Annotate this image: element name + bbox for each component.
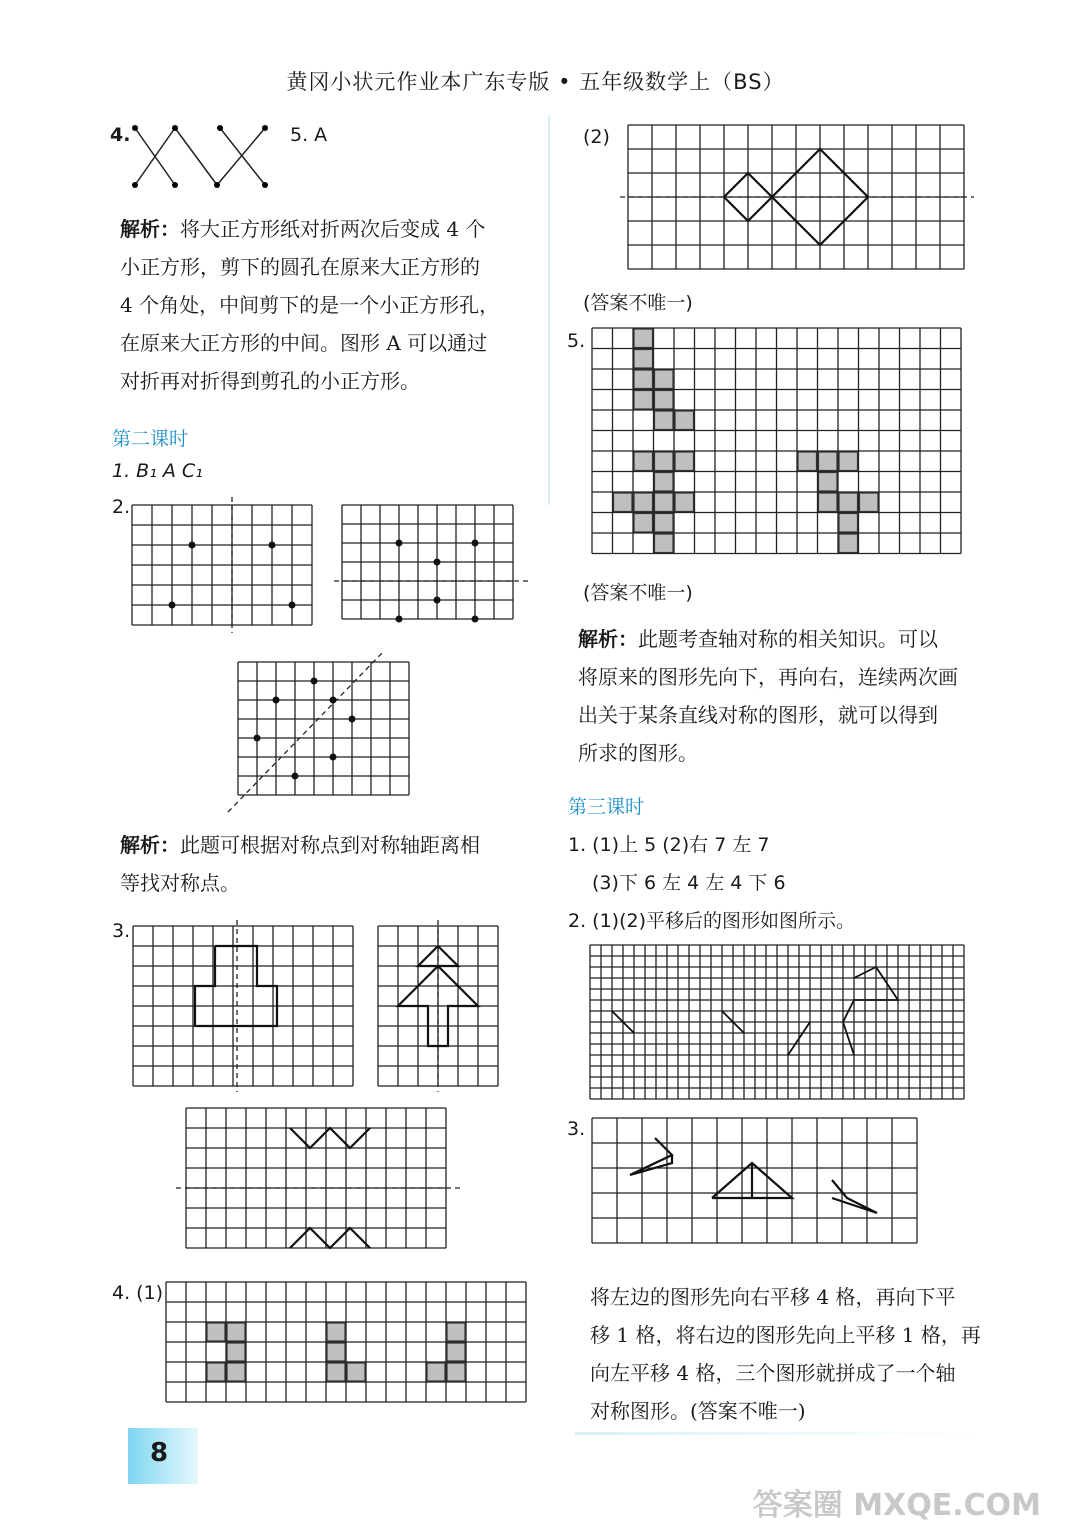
explanation-line: 向左平移 4 格，三个图形就拼成了一个轴 bbox=[590, 1361, 956, 1385]
grid-figure-q2-a bbox=[132, 505, 312, 640]
grid-figure-right-q5 bbox=[592, 328, 964, 548]
analysis-2 bbox=[120, 826, 540, 902]
analysis-3-line: 将原来的图形先向下，再向右，连续两次画 bbox=[578, 665, 958, 689]
grid-figure-q4 bbox=[166, 1282, 524, 1412]
lesson-3-title: 第三课时 bbox=[568, 796, 645, 818]
question-4-label: 4. bbox=[110, 124, 131, 146]
grid-figure-q3-c bbox=[186, 1108, 450, 1248]
question-5-answer: 5. A bbox=[290, 124, 328, 146]
grid-figure-lesson3-q3 bbox=[592, 1118, 914, 1260]
right-q2-label: (2) bbox=[583, 126, 610, 148]
grid-figure-right-q2 bbox=[628, 125, 965, 270]
analysis-2-label: 解析： bbox=[120, 833, 180, 857]
analysis-2-line: 等找对称点。 bbox=[120, 871, 240, 895]
analysis-1-line: 对折再对折得到剪孔的小正方形。 bbox=[120, 369, 420, 393]
matching-lines-figure bbox=[125, 120, 275, 195]
analysis-3 bbox=[578, 620, 988, 772]
lesson-2-title: 第二课时 bbox=[112, 428, 189, 450]
lesson-3-q1-line-a: 1. (1)上 5 (2)右 7 左 7 bbox=[568, 834, 770, 856]
answer-not-unique-1: (答案不唯一) bbox=[583, 292, 693, 314]
grid-figure-q3-a bbox=[133, 926, 345, 1086]
analysis-3-line: 所求的图形。 bbox=[578, 741, 698, 765]
answer-not-unique-2: (答案不唯一) bbox=[583, 582, 693, 604]
footer-rule bbox=[575, 1432, 985, 1435]
analysis-3-line: 出关于某条直线对称的图形，就可以得到 bbox=[578, 703, 938, 727]
analysis-1-line: 在原来大正方形的中间。图形 A 可以通过 bbox=[120, 331, 488, 355]
explanation-line: 将左边的图形先向右平移 4 格，再向下平 bbox=[590, 1285, 956, 1309]
grid-figure-lesson3-q2 bbox=[590, 945, 966, 1095]
watermark: 答案圈 MXQE.COM bbox=[752, 1488, 1041, 1523]
right-q5-label: 5. bbox=[567, 330, 586, 352]
analysis-1-line: 小正方形，剪下的圆孔在原来大正方形的 bbox=[120, 255, 480, 279]
lesson-3-q1-line-b: (3)下 6 左 4 左 4 下 6 bbox=[592, 872, 786, 894]
analysis-1-label: 解析： bbox=[120, 217, 180, 241]
column-divider bbox=[548, 115, 550, 505]
page-number: 8 bbox=[128, 1428, 198, 1484]
lesson-2-q2-label: 2. bbox=[112, 496, 131, 518]
lesson-2-q1: 1. B₁ A C₁ bbox=[112, 460, 203, 482]
analysis-2-line: 此题可根据对称点到对称轴距离相 bbox=[180, 833, 480, 857]
explanation-line: 对称图形。(答案不唯一) bbox=[590, 1399, 806, 1423]
lesson-3-explanation bbox=[590, 1278, 990, 1430]
grid-figure-q2-c bbox=[238, 662, 410, 802]
page-header: 黄冈小状元作业本广东专版 • 五年级数学上（BS） bbox=[286, 70, 785, 94]
lesson-3-q2: 2. (1)(2)平移后的图形如图所示。 bbox=[568, 910, 855, 932]
lesson-3-q3-label: 3. bbox=[567, 1118, 586, 1140]
analysis-3-label: 解析： bbox=[578, 627, 638, 651]
analysis-3-line: 此题考查轴对称的相关知识。可以 bbox=[638, 627, 938, 651]
explanation-line: 移 1 格，将右边的图形先向上平移 1 格，再 bbox=[590, 1323, 981, 1347]
lesson-2-q4-label: 4. (1) bbox=[112, 1282, 164, 1304]
grid-figure-q2-b bbox=[342, 505, 517, 640]
grid-figure-q3-b bbox=[378, 926, 500, 1086]
lesson-2-q3-label: 3. bbox=[112, 920, 131, 942]
analysis-1-line: 将大正方形纸对折两次后变成 4 个 bbox=[180, 217, 486, 241]
analysis-1 bbox=[120, 210, 540, 400]
analysis-1-line: 4 个角处，中间剪下的是一个小正方形孔， bbox=[120, 293, 500, 317]
